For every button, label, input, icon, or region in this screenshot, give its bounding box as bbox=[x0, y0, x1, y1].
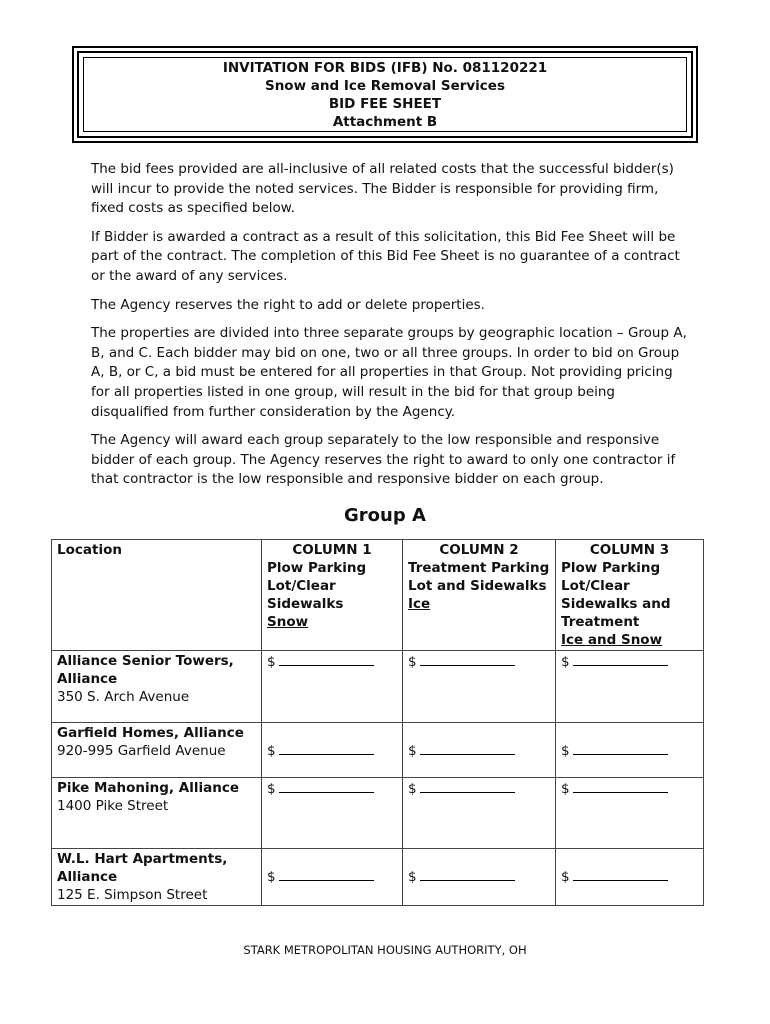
location-address: 125 E. Simpson Street bbox=[57, 887, 208, 903]
paragraph-award: The Agency will award each group separately to the low responsible and responsive bidder of each group. The Agency reserves the right to award to only one contractor if that contractor is the low responsible and responsive bidder on each group. bbox=[91, 432, 676, 488]
paragraph-fees: The bid fees provided are all-inclusive of all related costs that the successful bidder(s) will incur to provide the noted services. The Bidder is responsible for providing firm, fixed costs as specified below. bbox=[91, 161, 674, 217]
header-frame bbox=[77, 51, 693, 138]
location-cell bbox=[52, 849, 262, 906]
column-1-amount[interactable]: $ bbox=[262, 849, 403, 906]
ifb-subject: Snow and Ice Removal Services bbox=[264, 77, 506, 94]
column-3-amount[interactable]: $ bbox=[556, 778, 704, 849]
location-header: Location bbox=[52, 540, 262, 651]
location-cell bbox=[52, 651, 262, 723]
column-2-header: COLUMN 2 Treatment Parking Lot and Sidewalks Ice bbox=[403, 540, 556, 651]
column-3-amount[interactable]: $ bbox=[556, 723, 704, 778]
table-row bbox=[52, 723, 704, 778]
column-3-amount[interactable]: $ bbox=[556, 651, 704, 723]
column-1-amount[interactable]: $ bbox=[262, 651, 403, 723]
paragraph-contract: If Bidder is awarded a contract as a result of this solicitation, this Bid Fee Sheet will be part of the contract. The completion of this Bid Fee Sheet is no guarantee of a contract or the award of any services. bbox=[91, 228, 680, 284]
column-3-header: COLUMN 3 Plow Parking Lot/Clear Sidewalks and Treatment Ice and Snow bbox=[556, 540, 704, 651]
column-3-amount[interactable]: $ bbox=[556, 849, 704, 906]
paragraph-groups: The properties are divided into three separate groups by geographic location – Group A, B, and C. Each bidder may bid on one, two or all three groups. In order to bid on Group A, B, or C, a bid must be entered for all properties in that Group. Not providing pricing for all properties listed in one group, will result in the bid for that group being disqualified from further consideration by the Agency. bbox=[91, 325, 687, 420]
location-address: 350 S. Arch Avenue bbox=[57, 689, 190, 705]
location-cell bbox=[52, 778, 262, 849]
location-name: W.L. Hart Apartments, Alliance bbox=[57, 851, 228, 885]
location-name: Alliance Senior Towers, Alliance bbox=[57, 653, 234, 687]
bid-fee-table bbox=[51, 539, 704, 906]
header-content bbox=[83, 57, 687, 132]
table-row bbox=[52, 849, 704, 906]
location-address: 1400 Pike Street bbox=[57, 798, 169, 814]
column-2-amount[interactable]: $ bbox=[403, 651, 556, 723]
location-name: Pike Mahoning, Alliance bbox=[57, 780, 239, 796]
location-cell bbox=[52, 723, 262, 778]
header-box bbox=[72, 46, 698, 143]
column-1-header: COLUMN 1 Plow Parking Lot/Clear Sidewalks Snow bbox=[262, 540, 403, 651]
column-2-amount[interactable]: $ bbox=[403, 723, 556, 778]
sheet-title: BID FEE SHEET bbox=[328, 95, 442, 112]
column-2-amount[interactable]: $ bbox=[403, 849, 556, 906]
column-1-amount[interactable]: $ bbox=[262, 723, 403, 778]
location-name: Garfield Homes, Alliance bbox=[57, 725, 244, 741]
ifb-number: INVITATION FOR BIDS (IFB) No. 081120221 bbox=[222, 59, 548, 76]
table-row bbox=[52, 778, 704, 849]
page-footer: STARK METROPOLITAN HOUSING AUTHORITY, OH bbox=[243, 943, 527, 957]
column-1-amount[interactable]: $ bbox=[262, 778, 403, 849]
column-2-amount[interactable]: $ bbox=[403, 778, 556, 849]
paragraph-properties: The Agency reserves the right to add or delete properties. bbox=[91, 296, 485, 313]
group-title: Group A bbox=[344, 505, 426, 526]
table-row bbox=[52, 651, 704, 723]
table-header-row bbox=[52, 540, 704, 651]
attachment-label: Attachment B bbox=[332, 113, 438, 130]
location-address: 920-995 Garfield Avenue bbox=[57, 743, 226, 759]
instructions bbox=[91, 160, 691, 499]
